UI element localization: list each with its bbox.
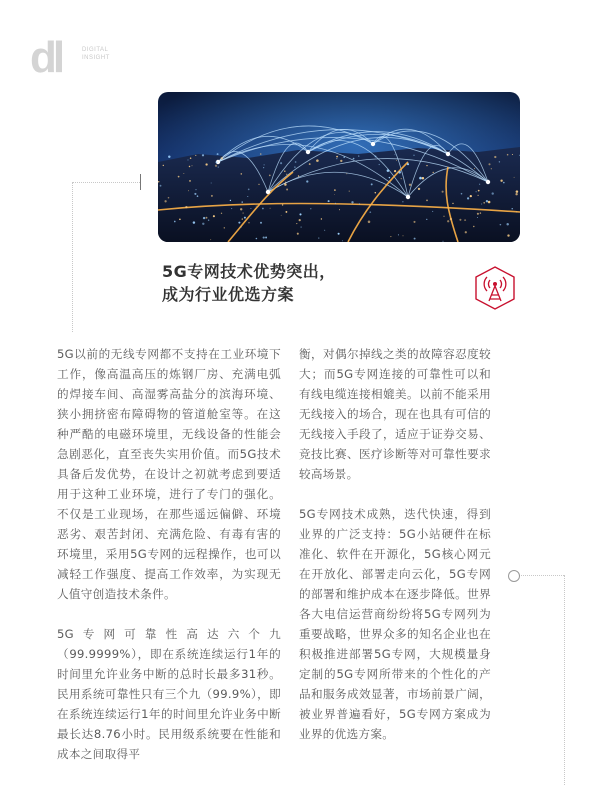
body-paragraph: 5G专网技术成熟，迭代快速，得到业界的广泛支持：5G小站硬件在标准化、软件在开源化，5G核心网元在开放化、部署走向云化，5G专网的部署和维护成本在逐步降低。世界各大电信运营商纷纷将5G专网列为重要战略，世界众多的知名企业也在积极推进部署5G专网，大规模量身定制的5G专网所带来的个性化的产品和服务成效显著，市场前景广阔，被业界普遍看好，5G专网方案成为业界的优选方案。 xyxy=(299,507,491,741)
section-headline xyxy=(162,260,472,306)
decor-dotted-line-left xyxy=(72,182,73,332)
logo-line-2: INSIGHT xyxy=(82,55,110,61)
decor-dotted-line-right xyxy=(514,575,564,576)
headline-line-1: 5G专网技术优势突出， xyxy=(162,262,336,281)
city-network-night-photo xyxy=(158,92,520,242)
cell-tower-badge xyxy=(472,265,518,311)
body-column-left xyxy=(57,344,281,764)
headline-line-2: 成为行业优选方案 xyxy=(162,285,295,304)
body-column-right xyxy=(299,344,491,744)
logo-line-1: DIGITAL xyxy=(82,47,109,53)
hero-image xyxy=(158,92,520,242)
body-paragraph: 5G专网可靠性高达六个九（99.9999%），即在系统连续运行1年的时间里允许业务中断的总时长最多31秒。民用系统可靠性只有三个九（99.9%），即在系统连续运行1年的时间里允许业务中断最长达8.76小时。民用级系统要在性能和成本之间取得平 xyxy=(57,627,281,761)
brand-logo xyxy=(30,33,110,82)
body-paragraph: 衡，对偶尔掉线之类的故障容忍度较大；而5G专网连接的可靠性可以和有线电缆连接相媲美。以前不能采用无线接入的场合，现在也具有可信的无线接入手段了，适应于证券交易、竞技比赛、医疗诊断等对可靠性要求较高场景。 xyxy=(299,347,491,481)
decor-dotted-line-top xyxy=(72,182,140,183)
body-paragraph: 5G以前的无线专网都不支持在工业环境下工作，像高温高压的炼钢厂房、充满电弧的焊接车间、高湿雾高盐分的滨海环境、狭小拥挤密布障碍物的管道舱室等。在这种严酷的电磁环境里，无线设备的性能会急剧恶化，直至丧失实用价值。而5G技术具备后发优势，在设计之初就考虑到要适用于这种工业环境，进行了专门的强化。不仅是工业现场，在那些遥远偏僻、环境恶劣、艰苦封闭、充满危险、有毒有害的环境里，采用5G专网的远程操作，也可以减轻工作强度、提高工作效率，为实现无人值守创造技术条件。 xyxy=(57,347,281,601)
decor-dotted-line-right-vertical xyxy=(564,575,565,785)
decor-tick xyxy=(140,174,141,190)
cell-tower-icon xyxy=(472,265,518,311)
logo-mark: dl xyxy=(30,33,62,82)
decor-circle xyxy=(508,570,520,582)
logo-wordmark xyxy=(82,46,110,62)
